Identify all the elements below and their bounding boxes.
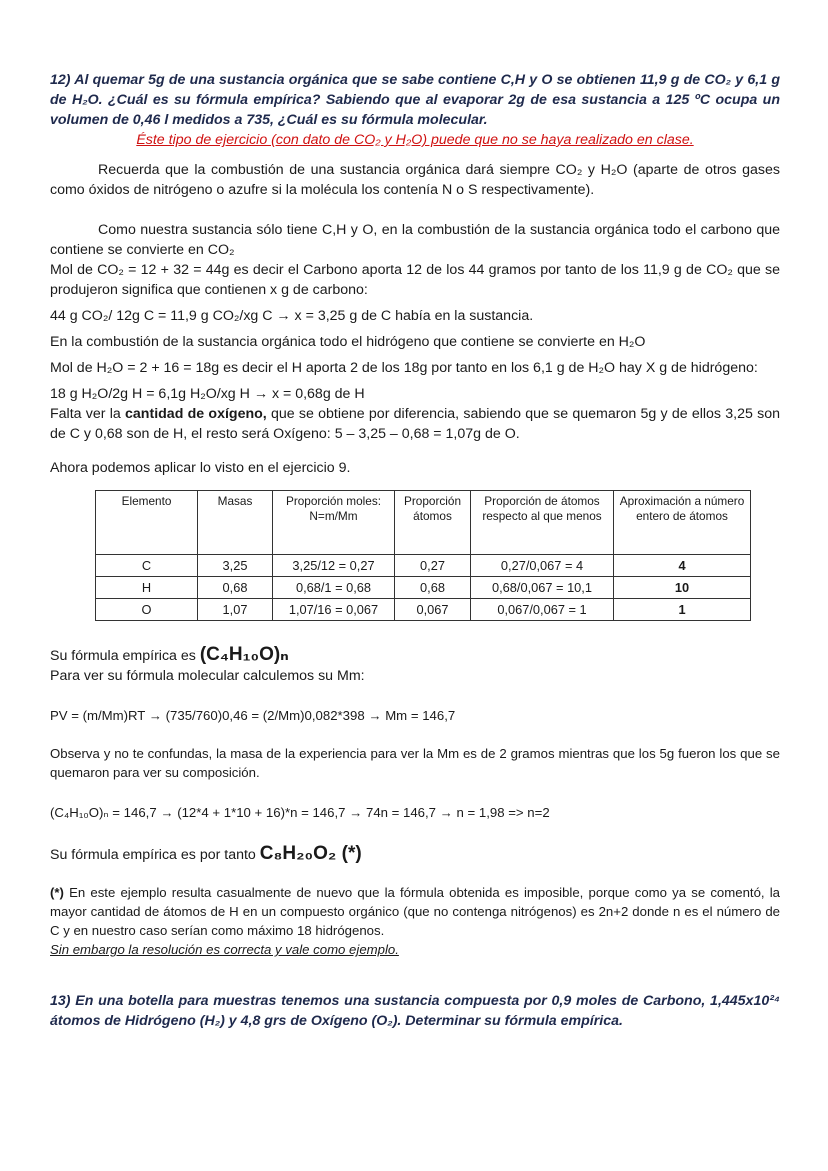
- molecular-intro: Para ver su fórmula molecular calculemos su Mm:: [50, 668, 365, 684]
- observe-note: Observa y no te confundas, la masa de la experiencia para ver la Mm es de 2 gramos mientras que los 5g fueron los que se quemaron para ver su composición.: [50, 746, 780, 780]
- header-element: Elemento: [96, 491, 198, 555]
- table-header-row: [96, 491, 751, 555]
- header-integer-approx: Aproximación a número entero de átomos: [614, 491, 751, 555]
- n-equation: (C₄H₁₀O)ₙ = 146,7 → (12*4 + 1*10 + 16)*n = 146,7 → 74n = 146,7 → n = 1,98 => n=2: [50, 805, 550, 820]
- paragraph-oxygen: Falta ver la cantidad de oxígeno, que se obtiene por diferencia, sabiendo que se quemaron 5g y de ellos 3,25 son de C y 0,68 son de H, el resto será Oxígeno: 5 – 3,25 – 0,68 = 1,07g de O.: [50, 406, 781, 442]
- footnote-underlined: Sin embargo la resolución es correcta y vale como ejemplo.: [50, 942, 399, 957]
- footnote-star: (*): [50, 885, 64, 900]
- empirical-formula: (C₄H₁₀O)ₙ: [199, 644, 289, 665]
- paragraph-carbon-intro: Como nuestra sustancia sólo tiene C,H y O, en la combustión de la sustancia orgánica todo el carbono que contiene se convierte en CO₂: [50, 222, 780, 258]
- problem-12-note: Éste tipo de ejercicio (con dato de CO₂ y H₂O) puede que no se haya realizado en clase.: [136, 132, 694, 148]
- paragraph-co2-mol: Mol de CO₂ = 12 + 32 = 44g es decir el Carbono aporta 12 de los 44 gramos por tanto de los 11,9 g de CO₂ que se produjeron significa que contienen x g de carbono:: [50, 262, 780, 298]
- header-relative-ratio: Proporción de átomos respecto al que menos: [471, 491, 614, 555]
- table-row: C 3,25 3,25/12 = 0,27 0,27 0,27/0,067 = 4 4: [96, 555, 751, 577]
- document-page: [50, 70, 780, 1031]
- paragraph-combustion: Recuerda que la combustión de una sustancia orgánica dará siempre CO₂ y H₂O (aparte de otros gases como óxidos de nitrógeno o azufre si la molécula los contenía N o S respectivamente).: [50, 162, 780, 198]
- header-mol-ratio: Proporción moles: N=m/Mm: [273, 491, 395, 555]
- problem-12-statement: 12) Al quemar 5g de una sustancia orgánica que se sabe contiene C,H y O se obtienen 11,9 g de CO₂ y 6,1 g de H₂O. ¿Cuál es su fórmula empírica? Sabiendo que al evaporar 2g de esa sustancia a 125 ºC ocupa un volumen de 0,46 l medidos a 735, ¿Cuál es su fórmula molecular.: [50, 72, 780, 128]
- problem-13-statement: 13) En una botella para muestras tenemos una sustancia compuesta por 0,9 moles de Carbono, 1,445x10²⁴ átomos de Hidrógeno (H₂) y 4,8 grs de Oxígeno (O₂). Determinar su fórmula empírica.: [50, 993, 780, 1029]
- paragraph-exercise-9: Ahora podemos aplicar lo visto en el ejercicio 9.: [50, 460, 351, 476]
- footnote: (*) En este ejemplo resulta casualmente de nuevo que la fórmula obtenida es imposible, porque como ya se comentó, la mayor cantidad de átomos de H en un compuesto orgánico (que no contenga nitrógenos) es 2n+2 donde n es el número de C y en nuestro caso serían como máximo 18 hidrógenos.: [50, 885, 780, 938]
- empirical-formula-line: Su fórmula empírica es (C₄H₁₀O)ₙ: [50, 644, 289, 665]
- paragraph-h2o-mol: Mol de H₂O = 2 + 16 = 18g es decir el H aporta 2 de los 18g por tanto en los 6,1 g de H₂O hay X g de hidrógeno:: [50, 360, 758, 376]
- header-masses: Masas: [198, 491, 273, 555]
- paragraph-hydrogen-intro: En la combustión de la sustancia orgánica todo el hidrógeno que contiene se convierte en H₂O: [50, 334, 646, 350]
- proportion-table: [95, 490, 751, 621]
- gas-equation: PV = (m/Mm)RT → (735/760)0,46 = (2/Mm)0,082*398 → Mm = 146,7: [50, 708, 456, 723]
- final-formula: C₈H₂₀O₂ (*): [259, 843, 362, 864]
- paragraph-hydrogen-result: 18 g H₂O/2g H = 6,1g H₂O/xg H → x = 0,68g de H: [50, 386, 365, 402]
- header-atom-ratio: Proporción átomos: [395, 491, 471, 555]
- paragraph-carbon-result: 44 g CO₂/ 12g C = 11,9 g CO₂/xg C → x = 3,25 g de C había en la sustancia.: [50, 308, 534, 324]
- final-formula-line: Su fórmula empírica es por tanto C₈H₂₀O₂ (*): [50, 843, 362, 864]
- oxygen-bold-label: cantidad de oxígeno,: [125, 406, 267, 422]
- table-row: O 1,07 1,07/16 = 0,067 0,067 0,067/0,067 = 1 1: [96, 599, 751, 621]
- table-row: H 0,68 0,68/1 = 0,68 0,68 0,68/0,067 = 10,1 10: [96, 577, 751, 599]
